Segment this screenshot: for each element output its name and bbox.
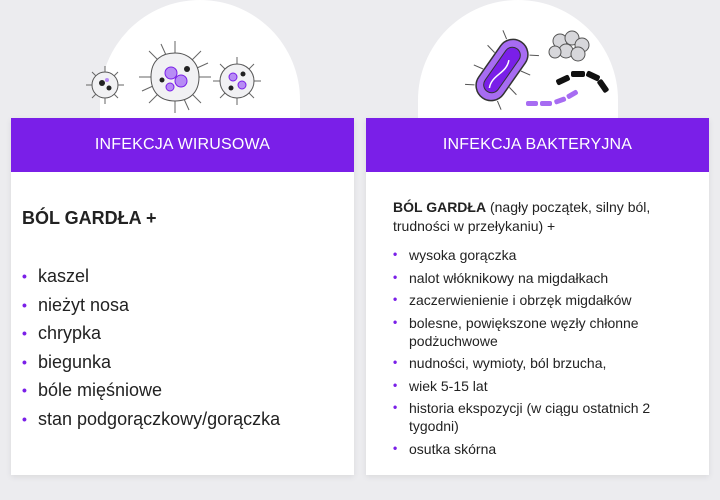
list-item: • wysoka gorączka xyxy=(393,247,517,263)
viral-symptom-list xyxy=(22,262,342,433)
list-item: • nudności, wymioty, ból brzucha, xyxy=(393,355,607,371)
list-item: • zaczerwienienie i obrzęk migdałków xyxy=(393,292,632,308)
bacterial-title-bold: BÓL GARDŁA xyxy=(393,199,487,215)
bacterial-title xyxy=(393,198,663,236)
viral-header: INFEKCJA WIRUSOWA xyxy=(11,118,354,172)
list-item: • bóle mięśniowe xyxy=(22,380,163,400)
list-item: • wiek 5-15 lat xyxy=(393,377,488,394)
bacterial-card xyxy=(366,118,709,475)
bacterial-header: INFEKCJA BAKTERYJNA xyxy=(366,118,709,172)
list-item: • nalot włóknikowy na migdałkach xyxy=(393,269,609,286)
virus-icon xyxy=(85,25,275,120)
bacteria-icon xyxy=(460,25,620,120)
list-item: • osutka skórna xyxy=(393,440,497,457)
list-item: • kaszel xyxy=(22,266,90,286)
bacterial-title-rest: (nagły początek, silny ból, trudności w przełykaniu) + xyxy=(393,199,651,234)
list-item: • stan podgorączkowy/gorączka xyxy=(22,408,281,429)
viral-title: BÓL GARDŁA + xyxy=(22,208,157,228)
list-item: • historia ekspozycji (w ciągu ostatnich 2 tygodni) xyxy=(393,400,651,434)
list-item: • nieżyt nosa xyxy=(22,294,130,315)
list-item: • bolesne, powiększone węzły chłonne podżuchwowe xyxy=(393,314,639,349)
bacterial-symptom-list xyxy=(393,246,673,462)
list-item: • chrypka xyxy=(22,323,102,343)
list-item: • biegunka xyxy=(22,351,112,372)
viral-card xyxy=(11,118,354,475)
